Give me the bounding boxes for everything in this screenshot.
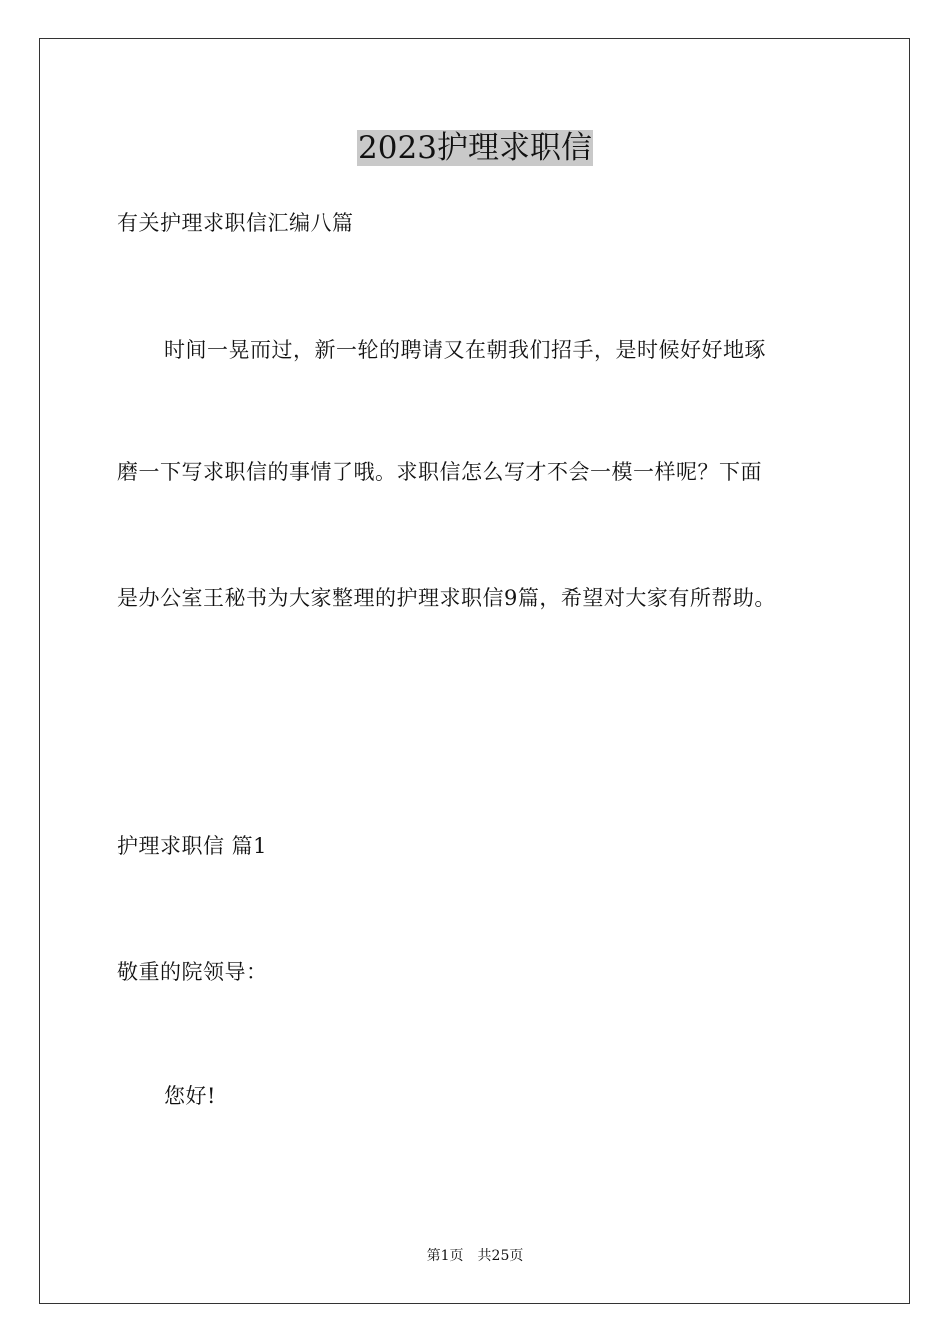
- paragraph-line: 时间一晃而过，新一轮的聘请又在朝我们招手，是时候好好地琢: [164, 338, 766, 362]
- page-number: 第1页: [426, 1248, 464, 1264]
- page-footer: [0, 1246, 950, 1266]
- page-total: 共25页: [477, 1248, 524, 1264]
- subtitle: 有关护理求职信汇编八篇: [117, 211, 354, 235]
- paragraph-line: 是办公室王秘书为大家整理的护理求职信9篇，希望对大家有所帮助。: [117, 586, 776, 610]
- document-title: [0, 128, 950, 168]
- title-text: 2023护理求职信: [358, 130, 592, 166]
- section-heading: 护理求职信 篇1: [117, 834, 268, 858]
- paragraph-line: 磨一下写求职信的事情了哦。求职信怎么写才不会一模一样呢？下面: [117, 460, 762, 484]
- salutation: 敬重的院领导：: [117, 960, 268, 984]
- greeting: 您好!: [164, 1084, 216, 1108]
